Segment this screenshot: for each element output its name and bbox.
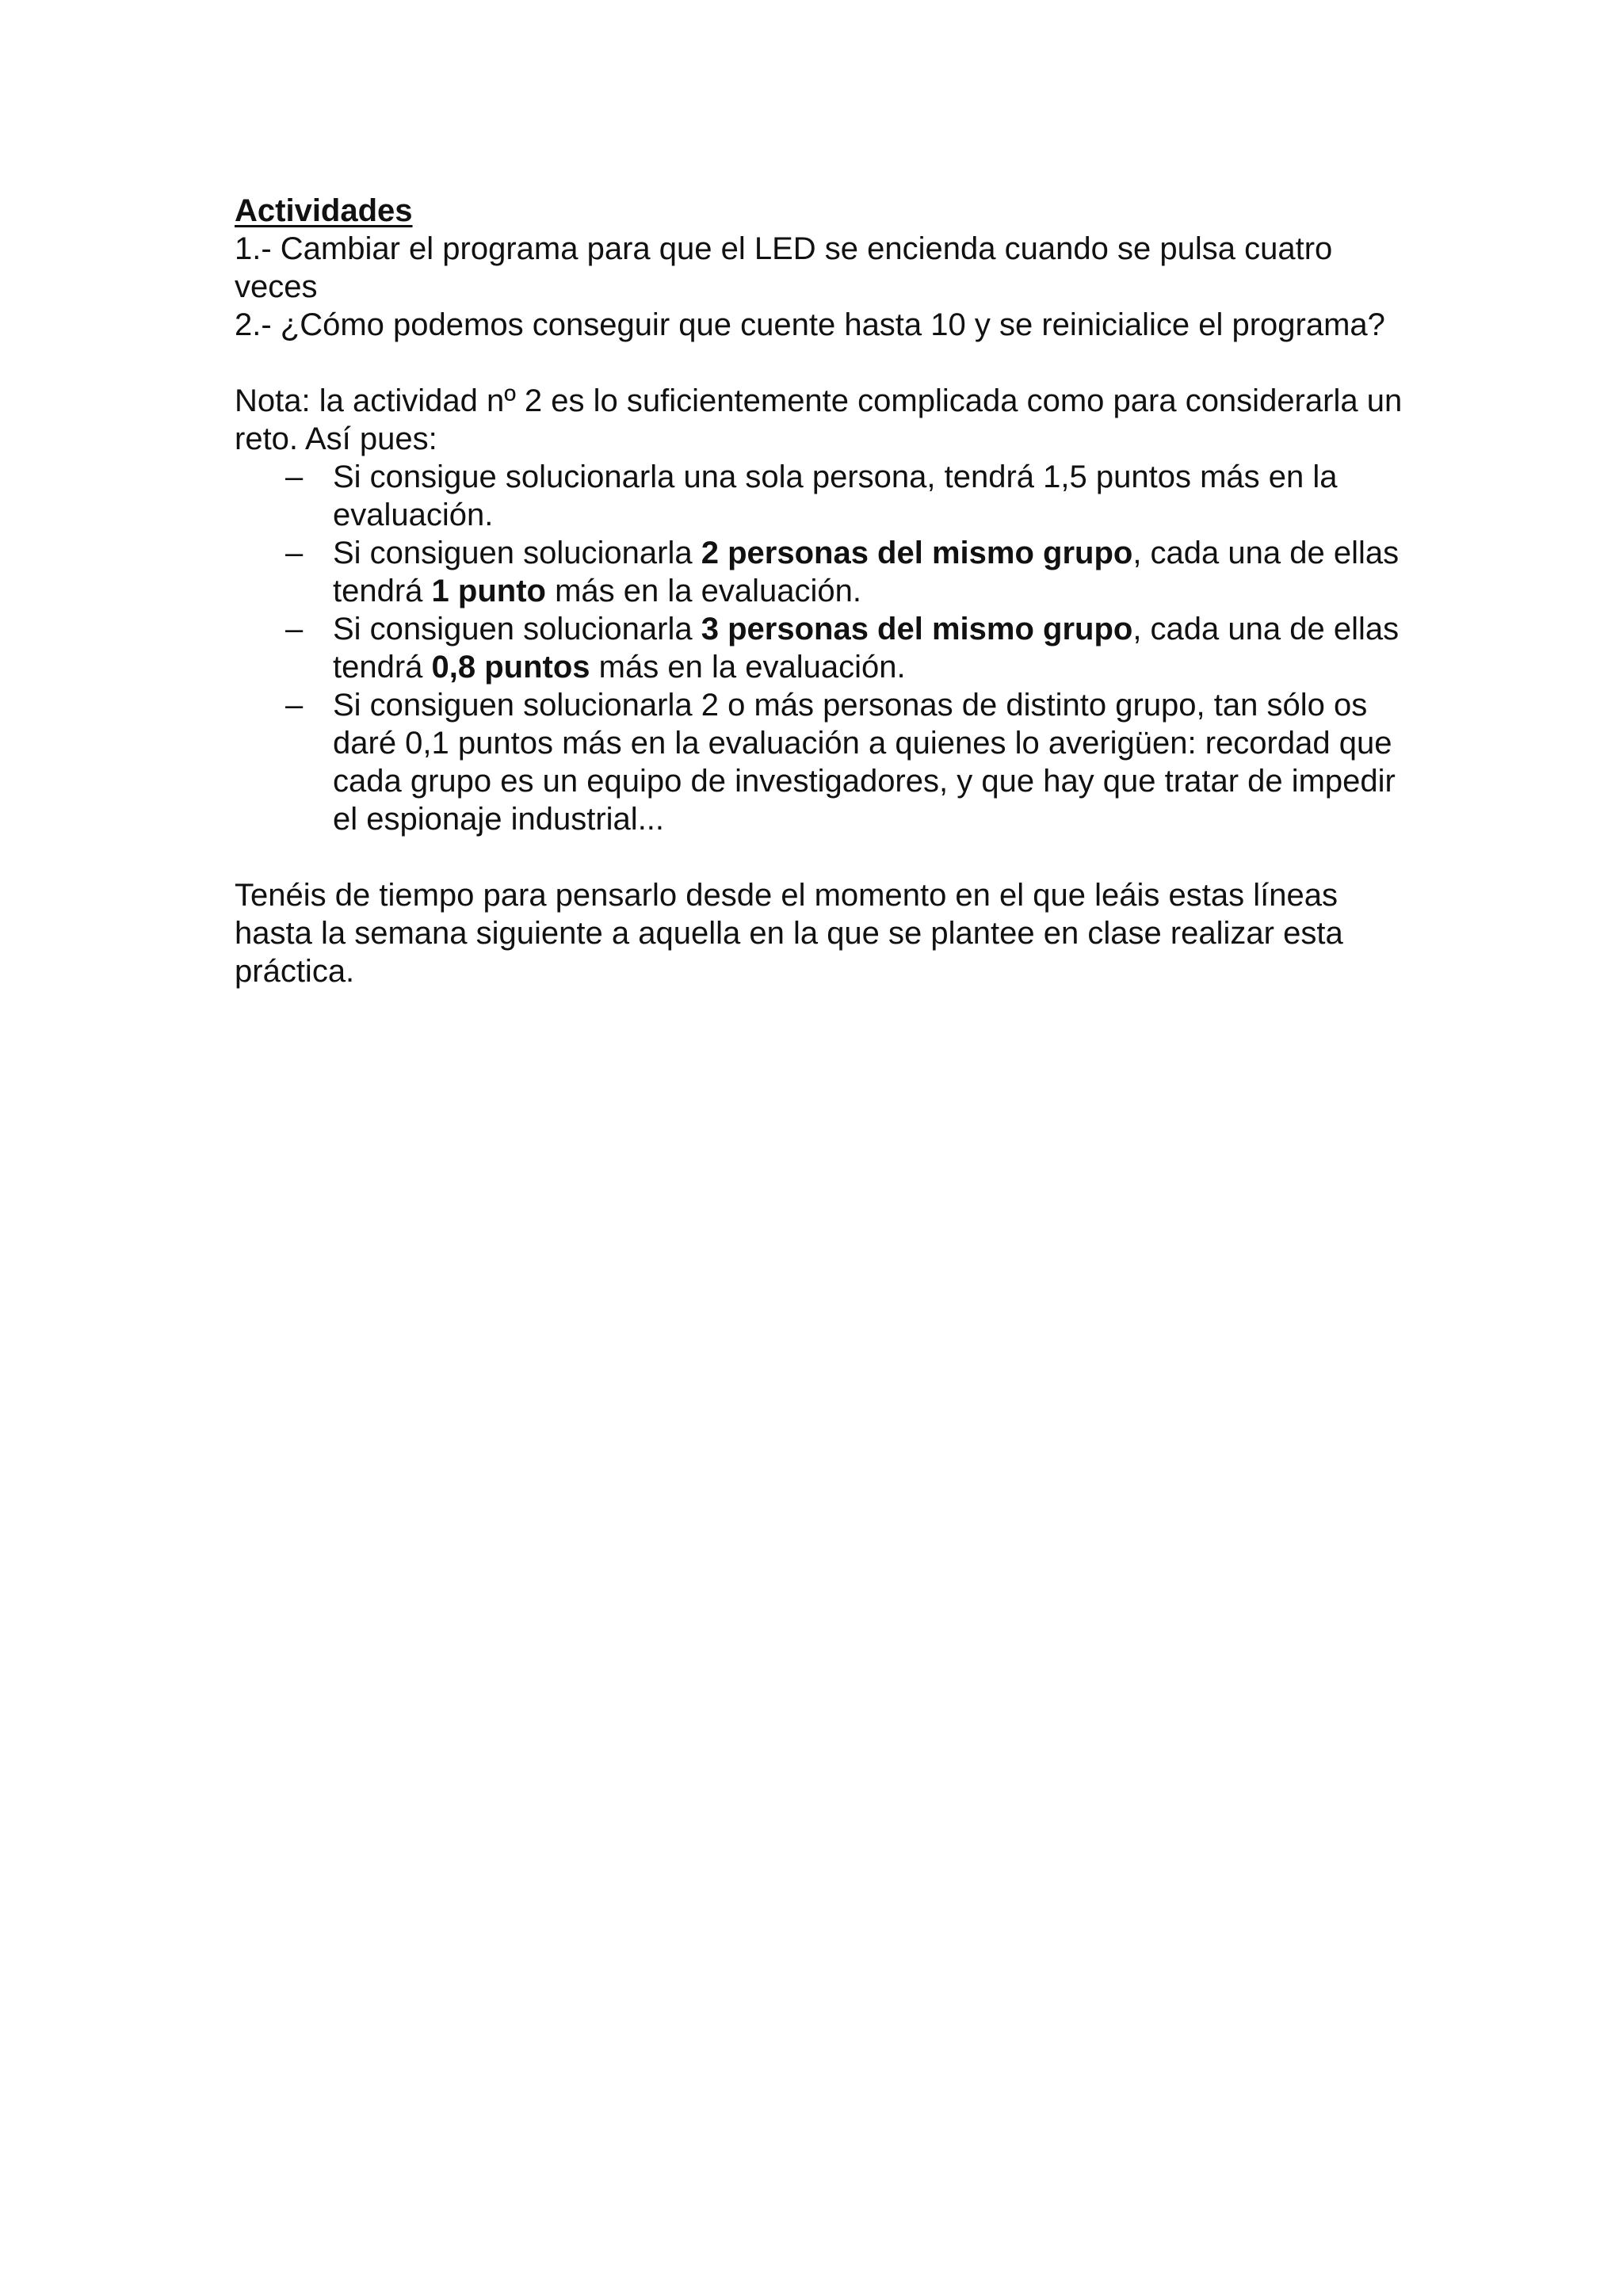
closing-paragraph: Tenéis de tiempo para pensarlo desde el momento en el que leáis estas líneas hasta la semana siguiente a aquella en la que se plantee en clase realizar esta práctica.	[235, 878, 1343, 989]
list-item-bold-points: 0,8 puntos	[431, 650, 590, 685]
list-item-text-pre: Si consiguen solucionarla	[333, 536, 701, 570]
dash-bullet: –	[285, 536, 304, 570]
dash-bullet: –	[285, 460, 304, 494]
list-item-text-mid: , cada una de ellas tendrá	[333, 536, 1400, 608]
list-item	[235, 534, 1415, 610]
list-item	[235, 458, 1415, 534]
list-item-text-pre: Si consiguen solucionarla	[333, 612, 701, 646]
list-item-bold-points: 1 punto	[431, 574, 546, 608]
reward-list	[235, 458, 1415, 838]
activity-2: 2.- ¿Cómo podemos conseguir que cuente hasta 10 y se reinicialice el programa?	[235, 307, 1385, 342]
paragraph-spacer	[235, 344, 1415, 382]
list-item-bold-group: 3 personas del mismo grupo	[701, 612, 1133, 646]
list-item-text-post: más en la evaluación.	[545, 574, 861, 608]
section-heading: Actividades	[235, 193, 413, 228]
dash-bullet: –	[285, 688, 304, 723]
list-item-text-post: más en la evaluación.	[590, 650, 906, 685]
list-item-bold-group: 2 personas del mismo grupo	[701, 536, 1133, 570]
list-item-text: Si consiguen solucionarla 2 o más personas de distinto grupo, tan sólo os daré 0,1 puntos más en la evaluación a quienes lo averigüen: recordad que cada grupo es un equipo de investigadores, y que hay que tratar de impedir el espionaje industrial...	[333, 688, 1396, 837]
list-item-text: Si consigue solucionarla una sola persona, tendrá 1,5 puntos más en la evaluación.	[333, 460, 1338, 532]
activity-1: 1.- Cambiar el programa para que el LED se encienda cuando se pulsa cuatro veces	[235, 231, 1333, 304]
list-item	[235, 610, 1415, 686]
list-item-text-mid: , cada una de ellas tendrá	[333, 612, 1400, 685]
note-paragraph: Nota: la actividad nº 2 es lo suficientemente complicada como para considerarla un reto. Así pues:	[235, 383, 1403, 456]
paragraph-spacer	[235, 838, 1415, 876]
dash-bullet: –	[285, 612, 304, 646]
list-item	[235, 686, 1415, 838]
document-body	[235, 192, 1415, 990]
